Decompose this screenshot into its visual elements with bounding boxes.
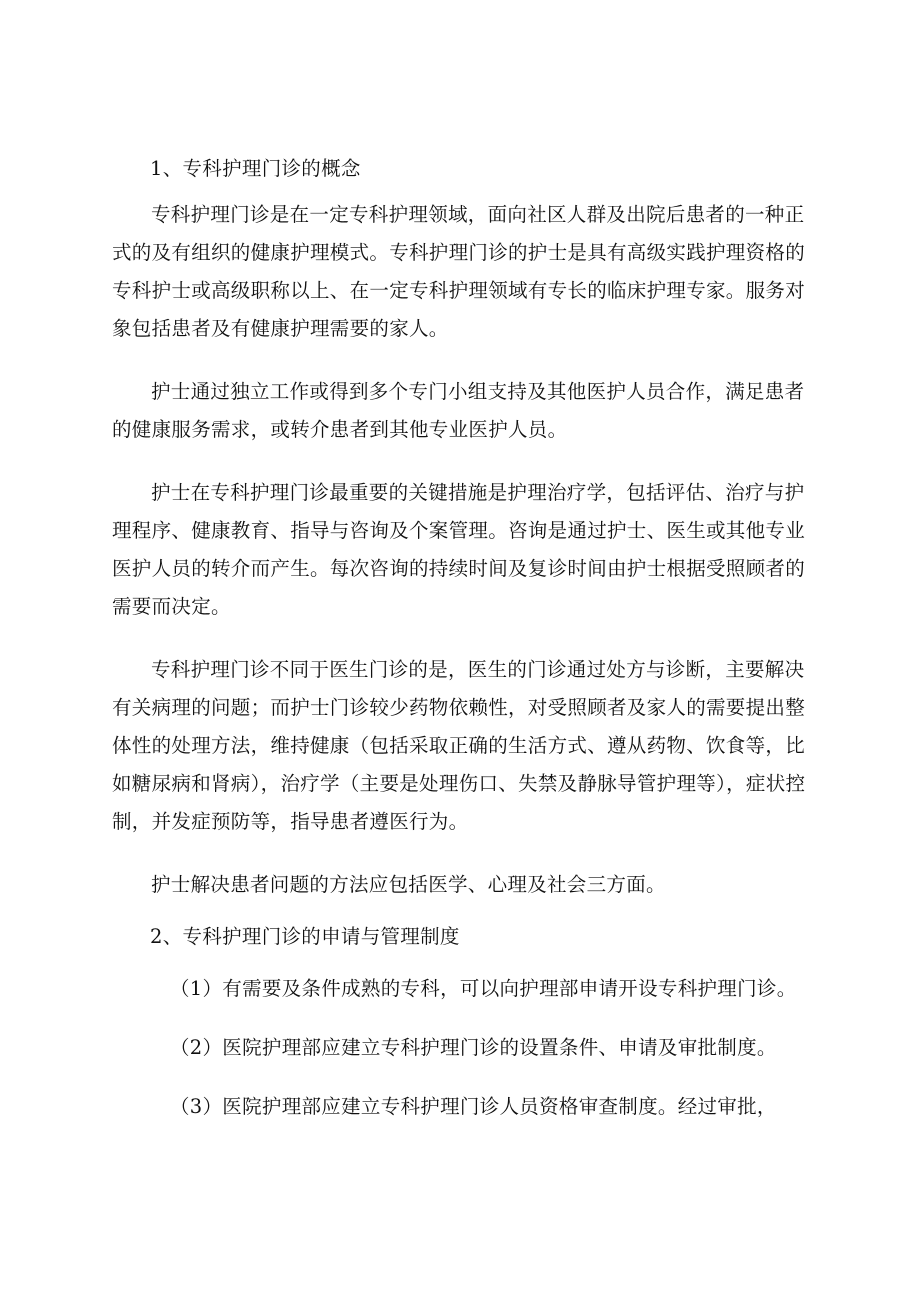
paragraph-difference: 专科护理门诊不同于医生门诊的是，医生的门诊通过处方与诊断，主要解决有关病理的问题；而护士门诊较少药物依赖性，对受照顾者及家人的需要提出整体性的处理方法，维持健康（包括采取正确的生活方式、遵从药物、饮食等，比如糖尿病和肾病），治疗学（主要是处理伤口、失禁及静脉导管护理等），症状控制，并发症预防等，指导患者遵医行为。 xyxy=(112,658,806,833)
paragraph-concept-definition: 专科护理门诊是在一定专科护理领域，面向社区人群及出院后患者的一种正式的及有组织的健康护理模式。专科护理门诊的护士是具有高级实践护理资格的专科护士或高级职称以上、在一定专科护理领域有专长的临床护理专家。服务对象包括患者及有健康护理需要的家人。 xyxy=(112,203,806,340)
paragraph-key-measures: 护士在专科护理门诊最重要的关键措施是护理治疗学，包括评估、治疗与护理程序、健康教育、指导与咨询及个案管理。咨询是通过护士、医生或其他专业医护人员的转介而产生。每次咨询的持续时间及复诊时间由护士根据受照顾者的需要而决定。 xyxy=(112,481,806,618)
paragraph-nurse-work: 护士通过独立工作或得到多个专门小组支持及其他医护人员合作，满足患者的健康服务需求，或转介患者到其他专业医护人员。 xyxy=(112,380,805,441)
list-item: （2）医院护理部应建立专科护理门诊的设置条件、申请及审批制度。 xyxy=(170,1036,777,1059)
section-1-heading: 1、专科护理门诊的概念 xyxy=(150,157,361,180)
document-body xyxy=(112,150,810,1147)
list-item: （1）有需要及条件成熟的专科，可以向护理部申请开设专科护理门诊。 xyxy=(170,977,797,1000)
list-item: （3）医院护理部应建立专科护理门诊人员资格审查制度。经过审批， xyxy=(170,1095,777,1118)
paragraph-methods: 护士解决患者问题的方法应包括医学、心理及社会三方面。 xyxy=(151,873,666,896)
section-2-heading: 2、专科护理门诊的申请与管理制度 xyxy=(150,925,460,948)
